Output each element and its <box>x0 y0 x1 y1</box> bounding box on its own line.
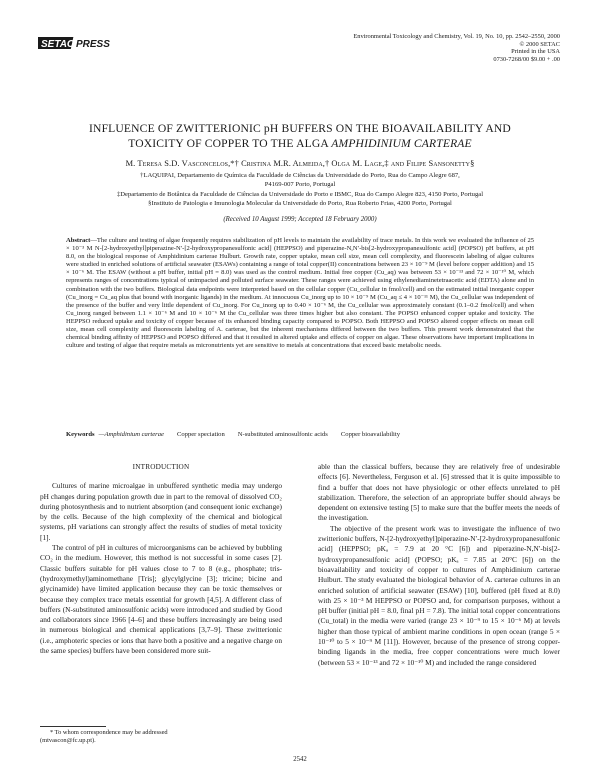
intro-paragraph-2-continued: able than the classical buffers, because they are relatively free of undesirable effects [6]. Nevertheless, Ferguson et al. [6] stressed that it is quite impossible to find a buffer that does not have physiologic or other effects unrelated to pH stabilization. Therefore, the selection of an appropriate buffer should always be dependent on extensive testing [5] to make sure that the buffer meets the needs of the investigation. <box>318 462 560 523</box>
left-column <box>40 462 282 656</box>
author-list: M. Teresa S.D. Vasconcelos,*† Cristina M.R. Almeida,† Olga M. Lage,‡ and Filipe Sansonetty§ <box>125 159 475 168</box>
correspondence-footnote <box>40 729 282 745</box>
affiliation-1-cont: P4169-007 Porto, Portugal <box>264 181 336 189</box>
affiliation-1: †LAQUIPAI, Departamento de Química da Faculdade de Ciências da Universidade do Porto, Rua do Campo Alegre 687, <box>140 172 460 179</box>
intro-paragraph-3: The objective of the present work was to investigate the influence of two zwitterionic buffers, N-[2-hydroxyethyl]piperazine-N′-[2-hydroxypropanesulfonic acid] (HEPPSO; pKₐ = 7.9 at 20 °C [6]) and piperazine-N,N′-bis[2-hydroxypropanesulfonic acid] (POPSO; pKₐ = 7.85 at 20°C [6]) on the bioavailability and toxicity of copper to cultures of Amphidinium carterae Hulburt. The study evaluated the biological behavior of A. carterae cultures in an enriched solution of artificial seawater (ESAW) [10], buffered (pH fixed at 8.0) with 25 × 10⁻³ M HEPPSO or POPSO and, for comparison purposes, without a pH buffer (initial pH = 8.0, final pH = 7.8). The initial total copper concentrations (Cu_total) in the media were varied (range 23 × 10⁻⁹ to 15 × 10⁻⁶ M) at levels higher than those typical of ambient marine conditions in open ocean (range 5 × 10⁻¹⁰ to 5 × 10⁻⁹ M [11]). However, because of the presence of strong copper-binding ligands in the media, free copper concentrations were much lower (between 53 × 10⁻¹³ and 72 × 10⁻¹⁰ M) and included the range considered <box>318 523 560 667</box>
issn-price: 0730-7268/00 $9.00 + .00 <box>493 55 560 63</box>
intro-paragraph-1: Cultures of marine microalgae in unbuffered synthetic media may undergo pH changes during population growth due in part to the removal of dissolved CO₂ during photosynthesis and to nutrient absorption (and consequent ionic exchange) by the cells. Because of the high complexity of the chemical and biological systems, pH variations can strongly affect the results of studies of metal toxicity [1]. <box>40 481 282 542</box>
page-number: 2542 <box>293 756 307 763</box>
keywords-label: Keywords <box>66 431 95 438</box>
footnote-line-2: (mtvascon@fc.up.pt). <box>40 737 96 744</box>
title-line-1: INFLUENCE OF ZWITTERIONIC pH BUFFERS ON THE BIOAVAILABILITY AND <box>89 122 511 135</box>
printed-location: Printed in the USA <box>511 48 560 55</box>
received-dates: (Received 10 August 1999; Accepted 18 February 2000) <box>223 216 377 223</box>
footnote-divider <box>40 726 106 727</box>
svg-text:SETAC: SETAC <box>41 39 75 50</box>
journal-citation-block <box>300 33 560 63</box>
affiliations <box>40 171 560 208</box>
svg-text:PRESS: PRESS <box>76 39 110 50</box>
right-column <box>318 462 560 668</box>
intro-paragraph-2: The control of pH in cultures of microorganisms can be achieved by bubbling CO₂ in the medium. However, this method is not successful in some cases [2]. Classic buffers suitable for pH values close to 7 to 8 (e.g., phosphate; tris-(hydroxymethyl)aminomethane [Tris]; glycylglycine [3]; tricine; bicine and glycinamide) have limited application because they can be toxic themselves or because they complex trace metals essential for growth [4,5]. A different class of buffers (N-substituted aminosulfonic acids) were introduced and studied by Good and collaborators since 1966 [4–6] and these buffers increasingly are being used in numerous biological and chemical applications [3,7–9]. These zwitterionic (i.e., amphoteric species or ions that have both a positive and a negative charge on the same species) buffers have been considered more suit- <box>40 543 282 656</box>
title-line-2 <box>40 136 560 151</box>
abstract <box>66 237 534 350</box>
footnote-line-1: * To whom correspondence may be addressed <box>50 729 168 736</box>
abstract-text: —The culture and testing of algae frequently requires stabilization of pH levels to maintain the availability of trace metals. In this work we evaluated the influence of 25 × 10⁻³ M N-[2-hydroxyethyl]piperazine-N′-[2-hydroxypropanesulfonic acid] (HEPPSO) and piperazine-N,N′-bis[2-hydroxypropanesulfonic acid] (POPSO) pH buffers, at pH 8.0, on the biological response of Amphidinium carterae Hulburt. Growth rate, copper uptake, mean cell size, mean cell complexity, and fluorescein labeling of algae cultures were studied in enriched solutions of artificial seawater (ESAWs) containing a range of total copper(II) concentrations between 23 × 10⁻⁹ M (level before copper addition) and 15 × 10⁻⁶ M. The ESAW (without a pH buffer, initial pH = 8.0) was used as the control medium. Initial free copper (Cu_aq) was between 53 × 10⁻¹³ and 72 × 10⁻¹⁰ M, which represents ranges of concentrations typical of unimpacted and polluted surface seawater. These ranges were achieved using ethylenediaminetetraacetic acid (EDTA) alone and in combination with the two buffers. Biological data endpoints were interpreted based on the cellular copper (Cu_cellular in fmol/cell) and on the estimated initial inorganic copper (Cu_inorg = Cu_aq plus that bound with inorganic ligands) in the medium. At innocuous Cu_inorg up to 10 × 10⁻⁹ M (Cu_aq ≤ 4 × 10⁻¹¹ M), the Cu_cellular was independent of the presence of the buffer and very little dependent of Cu_inorg. For Cu_inorg up to 0.40 × 10⁻⁶ M, the Cu_cellular was approximately constant (0.1–0.2 fmol/cell) and when Cu_inorg ranged between 1.1 × 10⁻⁶ M and 10 × 10⁻⁶ M the Cu_cellular was three times higher but also constant. The POPSO enhanced copper uptake and toxicity. The HEPPSO reduced uptake and toxicity of copper because of its enhanced binding capacity compared to POPSO. Both HEPPSO and POPSO altered copper effects on mean cell size, mean cell complexity and fluorescein labeling of A. carterae, but the inherent mechanisms differed between the two buffers. This present work demonstrated that the chemical binding affinity of HEPPSO and POPSO differed and that it resulted in altered uptake and effects of copper on algae. These observations have important implications in culture and testing of algae that require metals as micronutrients yet are sensitive to metals at concentrations that exceed basic metabolic needs. <box>66 237 534 350</box>
introduction-heading: INTRODUCTION <box>132 463 190 471</box>
setac-press-logo <box>38 34 128 52</box>
affiliation-2: ‡Departamento de Botânica da Faculdade de Ciências da Universidade do Porto e IBMC, Rua do Campo Alegre 823, 4150 Porto, Portugal <box>116 190 484 198</box>
copyright-line: © 2000 SETAC <box>519 40 560 48</box>
keyword-4: Copper bioavailability <box>340 431 401 438</box>
title-species: AMPHIDINIUM CARTERAE <box>331 137 472 150</box>
keywords <box>66 431 534 438</box>
article-title <box>40 121 560 151</box>
keyword-2: Copper speciation <box>176 431 225 438</box>
keyword-3: N-substituted aminosulfonic acids <box>237 431 328 438</box>
keyword-1: —Amphidinium carterae <box>98 431 164 438</box>
journal-citation: Environmental Toxicology and Chemistry, Vol. 19, No. 10, pp. 2542–2550, 2000 <box>353 33 560 40</box>
affiliation-3: §Instituto de Patologia e Imunologia Molecular da Universidade do Porto, Rua Roberto Frias, 4200 Porto, Portugal <box>148 199 452 207</box>
title-line-2-text: TOXICITY OF COPPER TO THE ALGA <box>128 137 332 150</box>
abstract-label: Abstract <box>66 237 91 244</box>
